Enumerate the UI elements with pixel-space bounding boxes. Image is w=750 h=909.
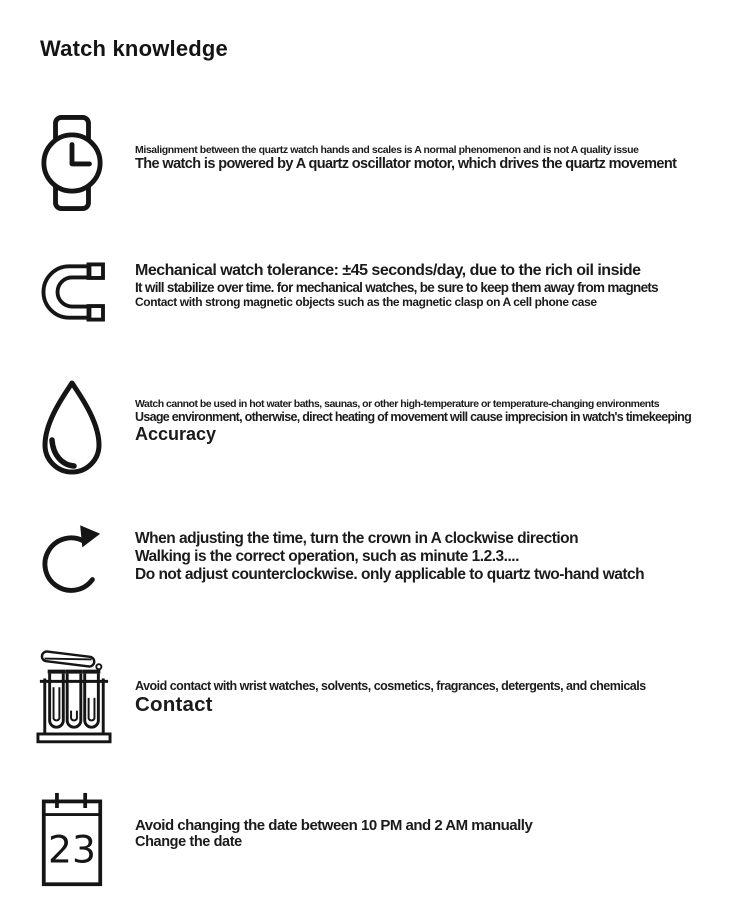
note-line: Misalignment between the quartz watch hands and scales is A normal phenomenon and is not A quality issue <box>135 144 639 156</box>
section-text <box>135 679 748 717</box>
section-text <box>135 398 748 445</box>
heading-line: When adjusting the time, turn the crown in A clockwise direction <box>135 530 579 547</box>
section-text <box>135 262 748 309</box>
heading-line: The watch is powered by A quartz oscillator motor, which drives the quartz movement <box>135 156 677 172</box>
page-title: Watch knowledge <box>40 36 228 61</box>
wristwatch-icon <box>40 113 104 213</box>
water-drop-icon <box>38 378 106 480</box>
test-tubes-icon <box>36 643 112 747</box>
section-text <box>135 144 748 172</box>
calendar-icon <box>40 792 104 888</box>
clockwise-arrow-icon <box>38 517 106 609</box>
note-line: Avoid contact with wrist watches, solvents, cosmetics, fragrances, detergents, and chemicals <box>135 679 646 693</box>
heading-line: Accuracy <box>135 424 217 444</box>
note-line: Watch cannot be used in hot water baths, saunas, or other high-temperature or temperature-changing environments <box>135 398 660 410</box>
heading-line: Mechanical watch tolerance: ±45 seconds/day, due to the rich oil inside <box>135 262 641 279</box>
section-text <box>135 817 748 850</box>
magnet-icon <box>40 262 106 322</box>
heading-line: Avoid changing the date between 10 PM and 2 AM manually <box>135 817 533 834</box>
note-line: Contact with strong magnetic objects such as the magnetic clasp on A cell phone case <box>135 295 597 309</box>
heading-line: Contact <box>135 693 213 716</box>
body-line: Walking is the correct operation, such as minute 1.2.3.... <box>135 548 519 565</box>
body-line: Do not adjust counterclockwise. only applicable to quartz two-hand watch <box>135 566 645 583</box>
body-line: Usage environment, otherwise, direct heating of movement will cause imprecision in watch's timekeeping <box>135 410 692 424</box>
section-text <box>135 530 748 584</box>
calendar-date-label: 23 <box>48 827 96 872</box>
body-line: Change the date <box>135 834 242 850</box>
body-line: It will stabilize over time. for mechanical watches, be sure to keep them away from magnets <box>135 280 658 295</box>
